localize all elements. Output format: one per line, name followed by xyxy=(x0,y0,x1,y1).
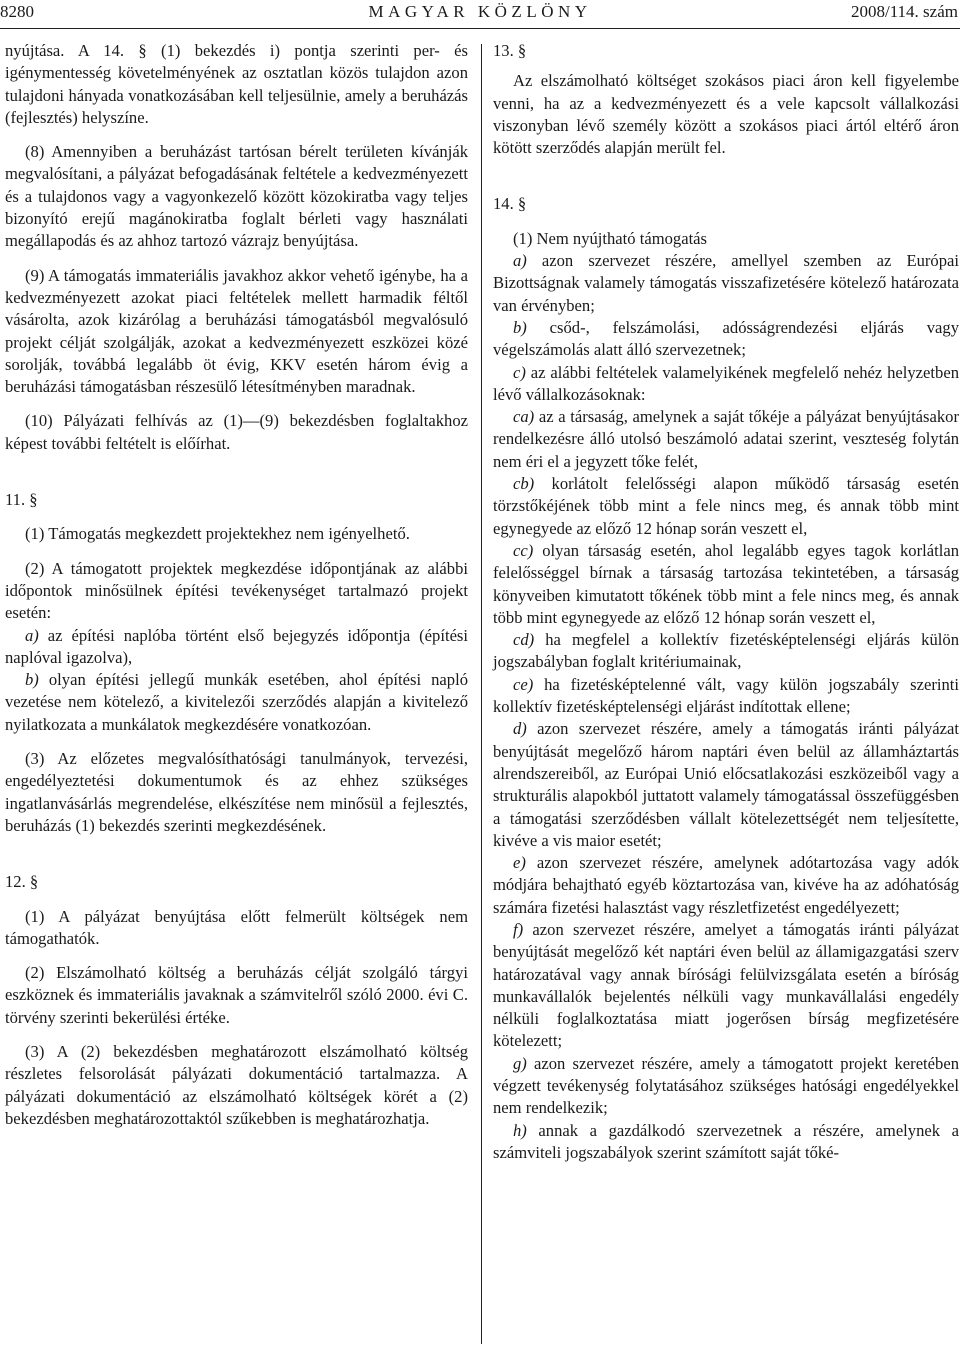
section-heading-14: 14. § xyxy=(493,194,527,214)
s13-paragraph: Az elszámolható költséget szokásos piaci áron kell figyelembe venni, ha az a kedvezményezett és a vele kapcsolt vállalkozási viszonyban lévő személy között a szokásos piaci ártól eltérő áron kötött szerződés alapján merült fel. xyxy=(493,71,959,158)
section-heading-11: 11. § xyxy=(5,490,38,510)
item-text: olyan társaság esetén, ahol legalább egyes tagok korlátlan felelősséggel bírnak a társaság tartozása tekintetében, a társaság könyveiben kimutatott tőkének több mint a fele nincs meg, és annak több mint egynegyede az előző 12 hónap során veszett el, xyxy=(493,540,959,627)
list-item xyxy=(493,629,959,674)
list-item xyxy=(493,250,959,317)
list-item xyxy=(493,852,959,919)
item-label: ce) xyxy=(513,674,534,694)
item-label: e) xyxy=(513,853,526,873)
item-text: azon szervezet részére, amellyel szemben az Európai Bizottságnak valamely támogatás visszafizetésére kötelező határozata van érvényben; xyxy=(493,251,959,315)
item-label: f) xyxy=(513,919,524,939)
list-item xyxy=(493,362,959,407)
item-label: b) xyxy=(25,670,39,690)
list-item xyxy=(493,674,959,719)
list-item xyxy=(493,718,959,852)
left-column xyxy=(5,40,468,1142)
s12-paragraph-3: (3) A (2) bekezdésben meghatározott elszámolható költség részletes felsorolását pályázati dokumentáció tartalmazza. A pályázati dokumentáció az elszámolható költségek körét a (2) bekezdésben meghatározottaktól szűkebben is meghatározhatja. xyxy=(5,1041,468,1128)
item-text: korlátolt felelősségi alapon működő társaság esetén törzstőkéjének több mint a fele nincs meg, és annak több mint egynegyede az előző 12 hónap során veszett el, xyxy=(493,474,959,538)
list-item xyxy=(493,317,959,362)
item-label: c) xyxy=(513,362,526,382)
item-label: cd) xyxy=(513,630,535,650)
paragraph-continuation: nyújtása. A 14. § (1) bekezdés i) pontja szerinti per- és igénymentesség követelményének az osztatlan közös tulajdon azon tulajdoni hányada vonatkozásában kell teljesülnie, amely a beruházás (fejlesztés) helyszíne. xyxy=(5,41,468,127)
list-item xyxy=(493,1053,959,1120)
paragraph-9: (9) A támogatás immateriális javakhoz akkor vehető igénybe, ha a kedvezményezett azokat piaci feltételek mellett harmadik féltől vásárolta, azok kizárólag a beruházási támogatásból megvalósuló projekt célját szolgálják, azokat a kedvezményezett eszközei közé sorolják, továbbá legalább öt évig, KKV esetén három évig a beruházási támogatásban részesülő létesítményben maradnak. xyxy=(5,265,468,397)
s14-item-list xyxy=(493,250,959,1164)
item-text: az a társaság, amelynek a saját tőkéje a pályázat benyújtásakor rendelkezésre álló utolsó beszámoló adatai szerint, veszteség folytán nem éri el a jegyzett tőke felét, xyxy=(493,407,959,471)
paragraph-8: (8) Amennyiben a beruházást tartósan bérelt területen kívánják megvalósítani, a pályázat befogadásának feltétele a kedvezményezett és a tulajdonos vagy a vagyonkezelő között közokiratba vagy teljes bizonyító erejű magánokiratba foglalt bérleti vagy használati megállapodás és az ahhoz tartozó vázrajz benyújtása. xyxy=(5,142,468,251)
s11-paragraph-1: (1) Támogatás megkezdett projektekhez nem igényelhető. xyxy=(25,524,410,544)
section-heading-13: 13. § xyxy=(493,41,527,60)
item-text: az építési naplóba történt első bejegyzés időpontja (építési naplóval igazolva), xyxy=(5,625,468,667)
item-text: az alábbi feltételek valamelyikének megfelelő nehéz helyzetben lévő vállalkozásoknak: xyxy=(493,362,959,404)
issue-number: 2008/114. szám xyxy=(850,2,958,21)
list-item xyxy=(493,406,959,473)
item-text: annak a gazdálkodó szervezetnek a részére, amelynek a számviteli jogszabályok szerint számított saját tőké- xyxy=(493,1120,959,1162)
item-label: cc) xyxy=(513,540,534,560)
item-label: d) xyxy=(513,719,527,739)
list-item xyxy=(493,540,959,629)
s11-item-b xyxy=(5,669,468,736)
s14-intro: (1) Nem nyújtható támogatás xyxy=(513,228,708,248)
item-label: g) xyxy=(513,1053,527,1073)
paragraph-10: (10) Pályázati felhívás az (1)—(9) bekezdésben foglaltakhoz képest további feltételt is előírhat. xyxy=(5,411,468,453)
item-text: ha fizetésképtelenné vált, vagy külön jogszabály szerinti kollektív fizetésképtelenségi eljárást indítottak ellene; xyxy=(493,674,959,717)
page-header xyxy=(0,0,960,26)
item-text: azon szervezet részére, amelynek adótartozása vagy adók módjára behajtható egyéb köztartozása van, kivéve ha az adóhatóság számára fizetési halasztást vagy részletfizetést engedélyezett; xyxy=(493,853,959,917)
journal-title: MAGYAR KÖZLÖNY xyxy=(368,2,592,21)
item-label: a) xyxy=(25,625,39,645)
s11-paragraph-3: (3) Az előzetes megvalósíthatósági tanulmányok, tervezési, engedélyeztetési dokumentumok és az ehhez szükséges ingatlanvásárlás megrendelése, elkészítése nem minősül a fejlesztés, beruházás (1) bekezdés szerinti megkezdésének. xyxy=(5,749,468,835)
item-text: azon szervezet részére, amelyet a támogatás iránti pályázat benyújtását megelőző két naptári éven belül az államigazgatási szerv határozatával vagy annak bírósági felülvizsgálata esetén a bíróság munkavállalók bejelentés nélküli vagy munkavállalási engedély nélküli foglalkoztatása miatt jogerősen bírság megfizetésére kötelezett; xyxy=(493,919,959,1051)
item-label: cb) xyxy=(513,474,535,494)
item-label: h) xyxy=(513,1120,527,1140)
item-label: ca) xyxy=(513,407,535,427)
list-item xyxy=(493,1120,959,1165)
section-heading-12: 12. § xyxy=(5,872,39,892)
list-item xyxy=(493,473,959,540)
item-text: csőd-, felszámolási, adósságrendezési eljárás vagy végelszámolás alatt álló szervezetnek; xyxy=(493,317,959,360)
list-item xyxy=(493,919,959,1053)
item-label: a) xyxy=(513,251,527,271)
item-text: olyan építési jellegű munkák esetében, ahol építési napló vezetése nem kötelező, a kivitelezői szerződés alapján a kivitelező nyilatkozata a munkálatok megkezdésére vonatkozóan. xyxy=(5,670,468,734)
header-rule xyxy=(0,28,960,29)
s12-paragraph-2: (2) Elszámolható költség a beruházás célját szolgáló tárgyi eszköznek és immateriális javaknak a számvitelről szóló 2000. évi C. törvény szerinti bekerülési értéke. xyxy=(5,963,468,1027)
right-column xyxy=(493,40,959,1164)
s11-paragraph-2: (2) A támogatott projektek megkezdése időpontjának az alábbi időpontok minősülnek építési tevékenységet tartalmazó projekt esetén: xyxy=(5,558,468,623)
s12-paragraph-1: (1) A pályázat benyújtása előtt felmerült költségek nem támogathatók. xyxy=(5,906,468,948)
page-number: 8280 xyxy=(0,2,34,21)
item-label: b) xyxy=(513,317,527,337)
item-text: ha megfelel a kollektív fizetésképtelenségi eljárás külön jogszabályban foglalt kritériumainak, xyxy=(493,630,959,672)
s11-item-a xyxy=(5,625,468,670)
column-divider xyxy=(481,44,482,1344)
item-text: azon szervezet részére, amely a támogatott projekt keretében végzett tevékenység folytatásához szükséges hatósági engedélyekkel nem rendelkezik; xyxy=(493,1053,959,1118)
item-text: azon szervezet részére, amely a támogatás iránti pályázat benyújtását megelőző három naptári éven belül az államháztartás alrendszereiből, az Európai Unió előcsatlakozási eszközeiből vagy a strukturális alapokból juttatott valamely támogatással összefüggésben a támogatási szerződésben vállalt kötelezettségét nem teljesítette, kivéve a vis maior esetét; xyxy=(493,719,959,850)
